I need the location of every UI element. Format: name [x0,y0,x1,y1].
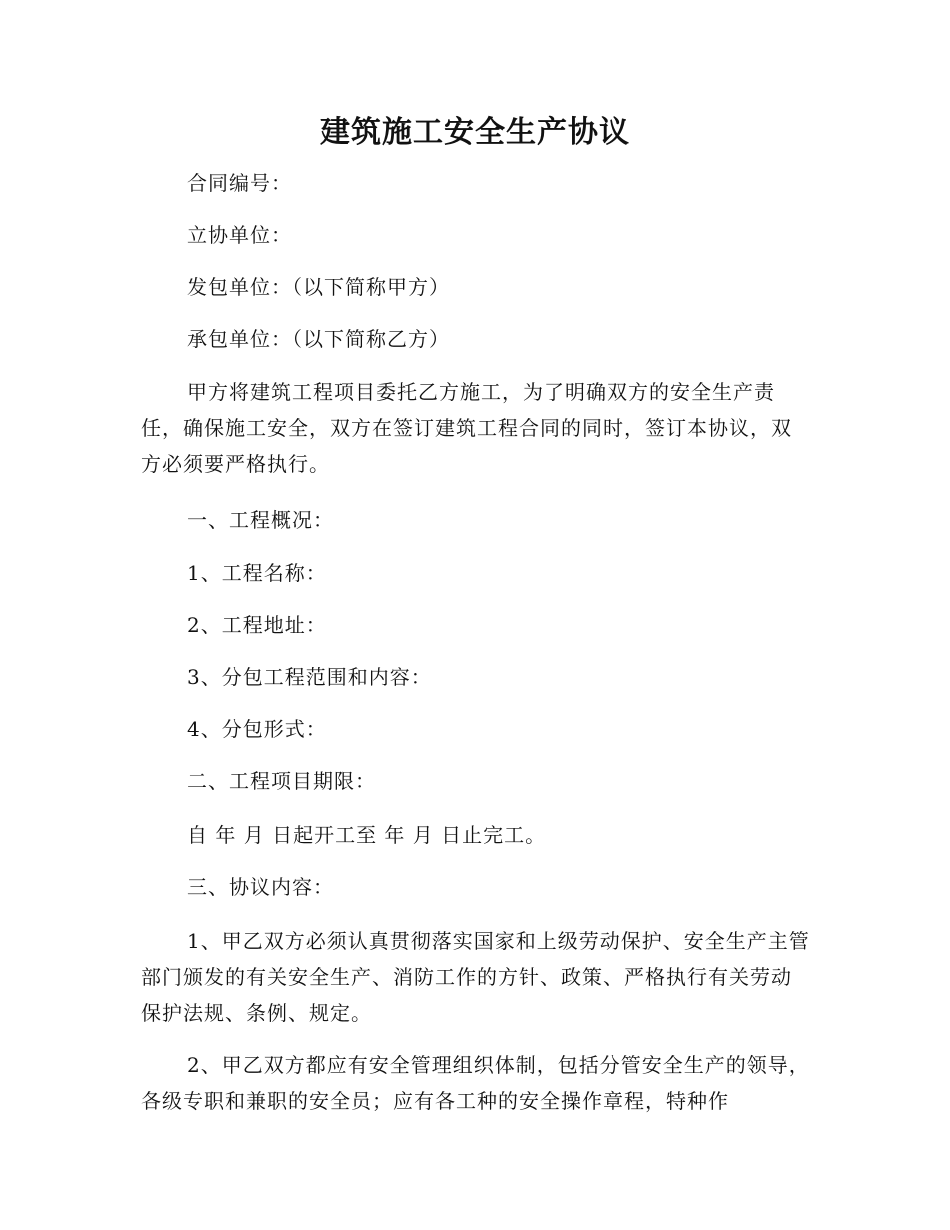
section2-period-text: 自 年 月 日起开工至 年 月 日止完工。 [187,823,547,847]
section3-clause-2: 2、甲乙双方都应有安全管理组织体制，包括分管安全生产的领导，各级专职和兼职的安全员；应有各工种的安全操作章程，特种作 [141,1053,810,1113]
party-a-line: 发包单位：（以下简称甲方） [187,275,450,299]
section1-item-address: 2、工程地址： [187,613,327,637]
document-title: 建筑施工安全生产协议 [320,115,630,150]
parties-line: 立协单位： [187,223,292,247]
contract-number-line: 合同编号： [187,171,292,195]
intro-paragraph: 甲方将建筑工程项目委托乙方施工，为了明确双方的安全生产责任，确保施工安全，双方在签订建筑工程合同的同时，签订本协议，双方必须要严格执行。 [141,380,792,476]
section2-heading: 二、工程项目期限： [187,769,376,793]
section3-heading: 三、协议内容： [187,875,334,899]
section1-item-name: 1、工程名称： [187,561,327,585]
section1-item-form: 4、分包形式： [187,717,327,741]
section3-clause-1: 1、甲乙双方必须认真贯彻落实国家和上级劳动保护、安全生产主管部门颁发的有关安全生产、消防工作的方针、政策、严格执行有关劳动保护法规、条例、规定。 [141,929,810,1025]
section1-item-scope: 3、分包工程范围和内容： [187,665,432,689]
party-b-line: 承包单位：（以下简称乙方） [187,327,450,351]
section1-heading: 一、工程概况： [187,508,334,532]
